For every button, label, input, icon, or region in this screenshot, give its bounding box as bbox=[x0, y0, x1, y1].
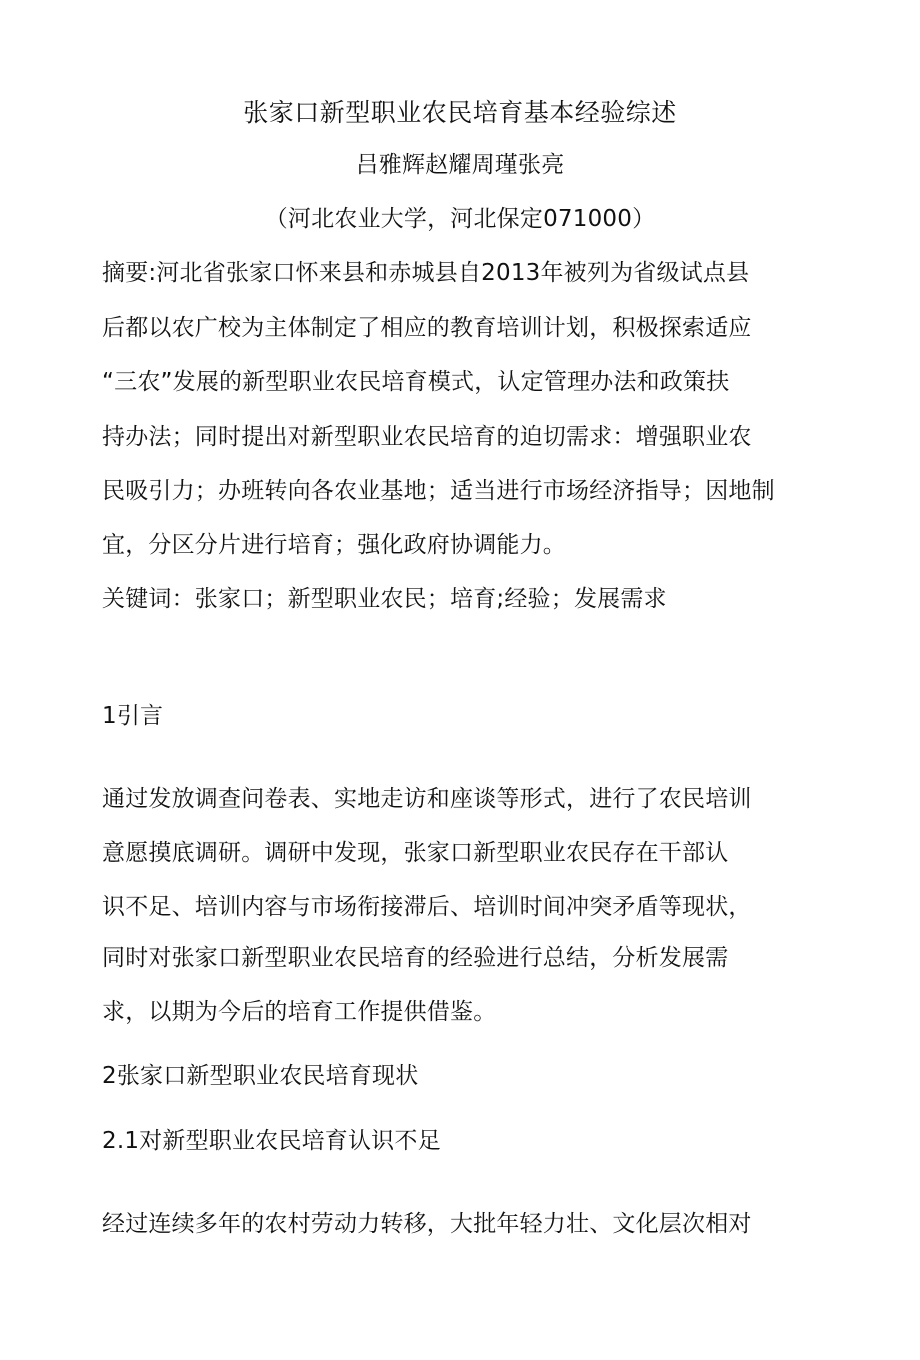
body-line: 经过连续多年的农村劳动力转移，大批年轻力壮、文化层次相对 bbox=[102, 1211, 752, 1237]
section-heading-introduction: 1引言 bbox=[102, 703, 164, 729]
document-title: 张家口新型职业农民培育基本经验综述 bbox=[243, 98, 677, 127]
abstract-line: 宜，分区分片进行培育；强化政府协调能力。 bbox=[102, 532, 566, 558]
intro-line: 意愿摸底调研。调研中发现，张家口新型职业农民存在干部认 bbox=[102, 840, 729, 866]
subsection-heading-insufficient-awareness: 2.1对新型职业农民培育认识不足 bbox=[102, 1128, 441, 1154]
document-affiliation: （河北农业大学，河北保定071000） bbox=[264, 206, 656, 232]
intro-line: 求，以期为今后的培育工作提供借鉴。 bbox=[102, 999, 497, 1025]
abstract-line: 民吸引力；办班转向各农业基地；适当进行市场经济指导；因地制 bbox=[102, 478, 775, 504]
intro-line: 通过发放调查问卷表、实地走访和座谈等形式，进行了农民培训 bbox=[102, 786, 752, 812]
abstract-line: 持办法；同时提出对新型职业农民培育的迫切需求：增强职业农 bbox=[102, 424, 752, 450]
document-authors: 吕雅辉赵耀周瑾张亮 bbox=[355, 152, 565, 178]
intro-line: 识不足、培训内容与市场衔接滞后、培训时间冲突矛盾等现状， bbox=[102, 894, 752, 920]
abstract-line: 摘要:河北省张家口怀来县和赤城县自2013年被列为省级试点县 bbox=[102, 260, 750, 286]
abstract-line: 后都以农广校为主体制定了相应的教育培训计划，积极探索适应 bbox=[102, 315, 752, 341]
keywords-line: 关键词：张家口；新型职业农民；培育;经验；发展需求 bbox=[102, 586, 667, 612]
section-heading-current-status: 2张家口新型职业农民培育现状 bbox=[102, 1063, 419, 1089]
abstract-line: “三农”发展的新型职业农民培育模式，认定管理办法和政策扶 bbox=[102, 369, 730, 395]
intro-line: 同时对张家口新型职业农民培育的经验进行总结，分析发展需 bbox=[102, 945, 729, 971]
